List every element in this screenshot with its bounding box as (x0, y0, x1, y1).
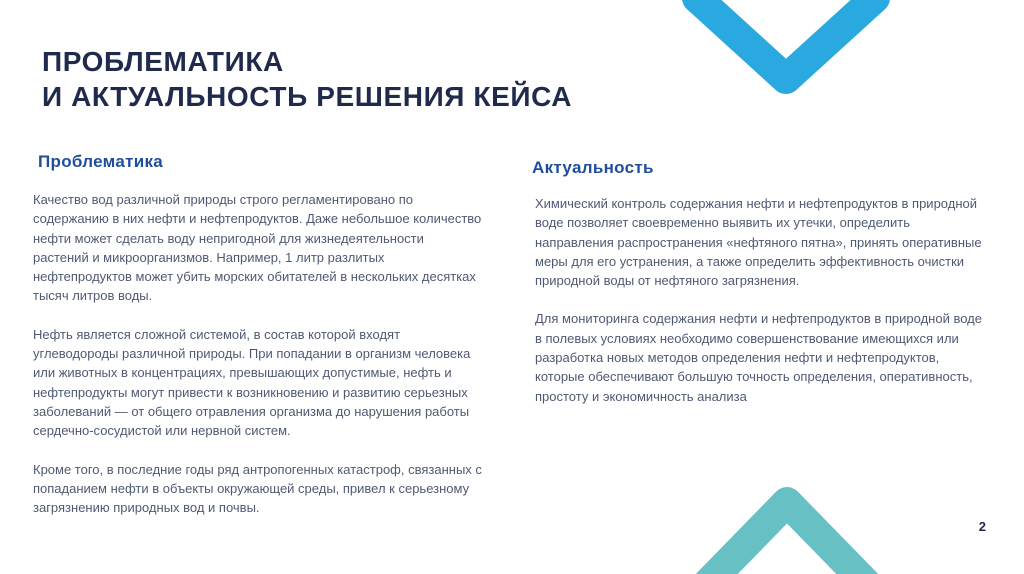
problem-paragraph-1: Качество вод различной природы строго регламентировано по содержанию в них нефти и нефтепродуктов. Даже небольшое количество нефти может сделать воду непригодной для жизнедеятельности растений и микроорганизмов. Например, 1 литр разлитых нефтепродуктов может убить морских обитателей в нескольких десятках тысяч литров воды. (33, 192, 482, 304)
section-heading-problem: Проблематика (38, 152, 164, 171)
relevance-column (535, 194, 985, 425)
problem-column (33, 190, 483, 536)
problem-paragraph-3: Кроме того, в последние годы ряд антропогенных катастроф, связанных с попаданием нефти в объекты окружающей среды, привел к серьезному загрязнению природных вод и почвы. (33, 461, 482, 516)
bottom-chevron-icon (706, 502, 868, 574)
title-line-1: ПРОБЛЕМАТИКА (42, 46, 284, 77)
page-title (42, 44, 572, 114)
page-number: 2 (978, 519, 986, 534)
top-chevron-icon (697, 0, 875, 79)
relevance-paragraph-2: Для мониторинга содержания нефти и нефтепродуктов в природной воде в полевых условиях необходимо совершенствование имеющихся или разработка новых методов определения нефти и нефтепродуктов, которые обеспечивают большую точность определения, оперативность, простоту и экономичность анализа (535, 311, 982, 404)
problem-paragraph-2: Нефть является сложной системой, в состав которой входят углеводороды различной природы. При попадании в организм человека или животных в концентрациях, превышающих допустимые, нефть и нефтепродукты могут привести к возникновению и развитию серьезных заболеваний — от общего отравления организма до нарушения работы сердечно-сосудистой или нервной систем. (33, 326, 471, 439)
relevance-paragraph-1: Химический контроль содержания нефти и нефтепродуктов в природной воде позволяет своевременно выявить их утечки, определить направления распространения «нефтяного пятна», принять оперативные меры для его устранения, а также определить эффективность очистки природной воды от нефтяного загрязнения. (535, 196, 982, 289)
section-heading-relevance: Актуальность (532, 158, 654, 177)
title-line-2: И АКТУАЛЬНОСТЬ РЕШЕНИЯ КЕЙСА (42, 81, 573, 112)
